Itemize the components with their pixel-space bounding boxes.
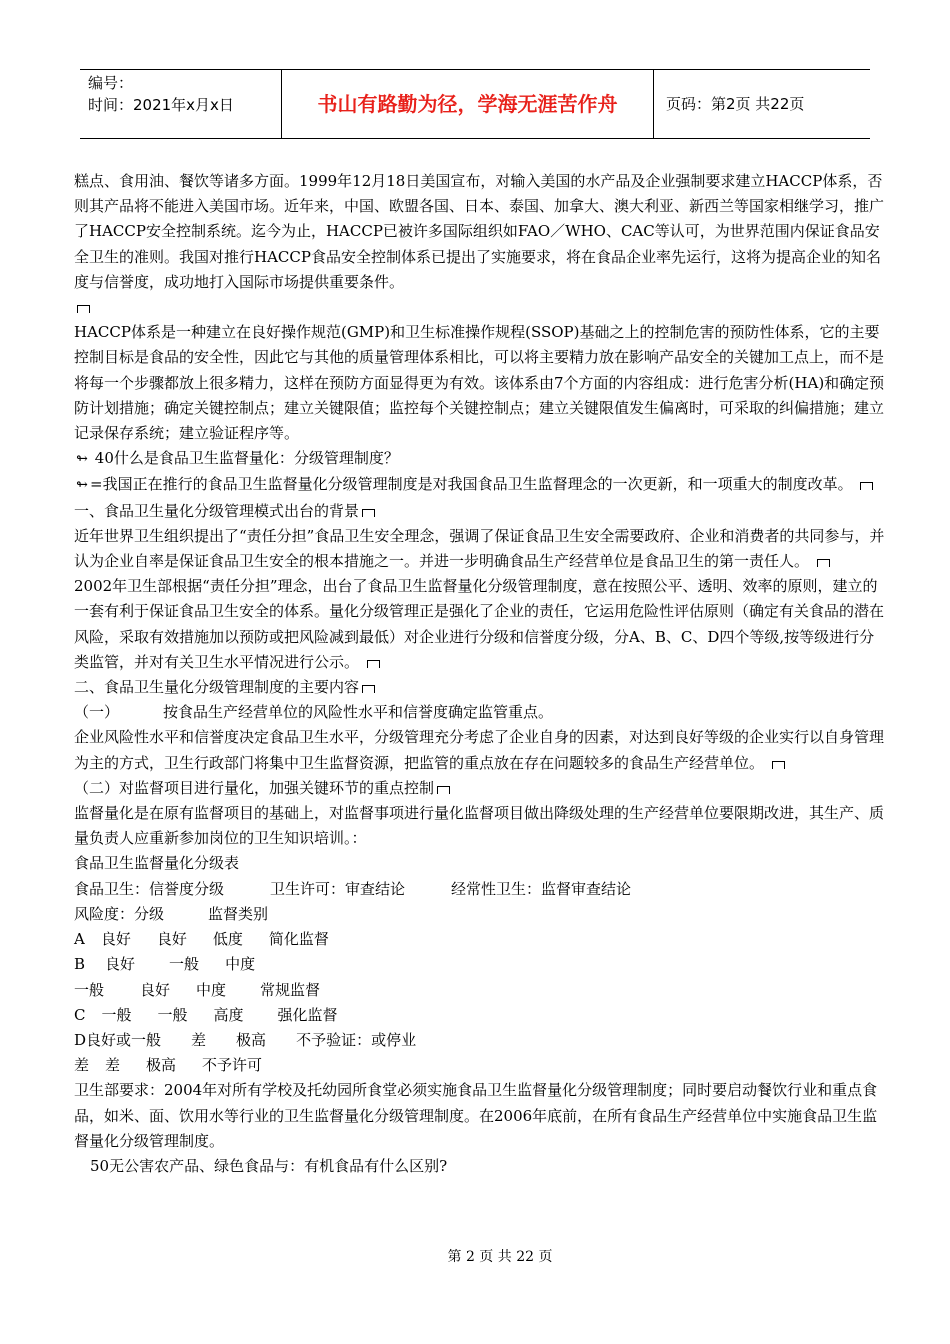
paragraph: 监督量化是在原有监督项目的基础上，对监督事项进行量化监督项目做出降级处理的生产经营单位要限期改进，其生产、质量负责人应重新参加岗位的卫生知识培训。： xyxy=(74,804,885,848)
table-line: B 良好 一般 中度 xyxy=(74,955,256,974)
paragraph-mark xyxy=(437,786,450,794)
paragraph: 卫生部要求：2004年对所有学校及托幼园所食堂必须实施食品卫生监督量化分级管理制度；同时要启动餐饮行业和重点食品，如米、面、饮用水等行业的卫生监督量化分级管理制度。在2006年底前，在所有食品生产经营单位中实施食品卫生监督量化分级管理制度。 xyxy=(74,1081,878,1150)
paragraph: 近年世界卫生组织提出了“责任分担”食品卫生安全理念，强调了保证食品卫生安全需要政府、企业和消费者的共同参与，并认为企业自率是保证食品卫生安全的根本措施之一。并进一步明确食品生产经营单位是食品卫生的第一责任人。 xyxy=(74,526,885,571)
page-footer: 第 2 页 共 22 页 xyxy=(447,1249,553,1265)
header-time: 时间：2021年x月x日 xyxy=(88,96,234,114)
paragraph: 糕点、食用油、餐饮等诸多方面。1999年12月18日美国宣布，对输入美国的水产品及企业强制要求建立HACCP体系，否则其产品将不能进入美国市场。近年来，中国、欧盟各国、日本、泰国、加拿大、澳大利亚、新西兰等国家相继学习，推广了HACCP安全控制系统。迄今为止，HACCP已被许多国际组织如FAO／WHO、CAC等认可，为世界范围内保证食品安全卫生的准则。我国对推行HACCP食品安全控制体系已提出了实施要求，将在食品企业率先运行，这将为提高企业的知名度与信誉度，成功地打入国际市场提供重要条件。 xyxy=(74,172,885,291)
header-page: 页码：第2页 共22页 xyxy=(666,95,805,113)
header-motto: 书山有路勤为径，学海无涯苦作舟 xyxy=(282,70,654,138)
table-line: 风险度：分级 监督类别 xyxy=(74,904,269,923)
table-line: 差 差 极高 不予许可 xyxy=(74,1056,263,1075)
paragraph-mark xyxy=(367,660,380,668)
header-number: 编号： xyxy=(88,74,134,92)
question-heading: ↬ 40什么是食品卫生监督量化：分级管理制度？ xyxy=(74,446,886,472)
table-line: 食品卫生：信誉度分级 卫生许可：审查结论 经常性卫生：监督审查结论 xyxy=(74,879,632,898)
paragraph-mark xyxy=(772,761,785,769)
table-line: C 一般 一般 高度 强化监督 xyxy=(74,1005,338,1024)
paragraph: 2002年卫生部根据“责任分担”理念，出台了食品卫生监督量化分级管理制度，意在按照公平、透明、效率的原则，建立的一套有利于保证食品卫生安全的体系。量化分级管理正是强化了企业的责任，它运用危险性评估原则（确定有关食品的潜在风险，采取有效措施加以预防或把风险减到最低）对企业进行分级和信誉度分级，分A、B、C、D四个等级,按等级进行分类监管，并对有关卫生水平情况进行公示。 xyxy=(74,577,885,671)
section-heading: 二、食品卫生量化分级管理制度的主要内容 xyxy=(74,675,886,700)
table-line: 一般 良好 中度 常规监督 xyxy=(74,980,321,999)
paragraph-mark xyxy=(362,685,375,693)
table-line: D良好或一般 差 极高 不予验证：或停业 xyxy=(74,1030,417,1049)
header-meta xyxy=(80,70,282,138)
document-body xyxy=(74,169,886,1179)
table-line: A 良好 良好 低度 简化监督 xyxy=(74,930,329,949)
subsection-heading: （二）对监督项目进行量化，加强关键环节的重点控制 xyxy=(74,776,886,801)
paragraph: 企业风险性水平和信誉度决定食品卫生水平，分级管理充分考虑了企业自身的因素，对达到良好等级的企业实行以自身管理为主的方式，卫生行政部门将集中卫生监督资源，把监管的重点放在存在问题较多的食品生产经营单位。 xyxy=(74,728,885,772)
document-header xyxy=(80,69,870,139)
paragraph-mark xyxy=(817,559,830,567)
table-title: 食品卫生监督量化分级表 xyxy=(74,854,240,873)
paragraph-mark xyxy=(77,305,90,313)
bullet-icon: ↬ xyxy=(76,477,88,494)
paragraph-mark xyxy=(860,482,873,490)
paragraph: ↬ =我国正在推行的食品卫生监督量化分级管理制度是对我国食品卫生监督理念的一次更新，和一项重大的制度改革。 xyxy=(74,472,886,498)
question-heading: 50无公害农产品、绿色食品与：有机食品有什么区别? xyxy=(90,1156,448,1175)
section-heading: 一、食品卫生量化分级管理模式出台的背景 xyxy=(74,499,886,524)
paragraph-mark xyxy=(362,509,375,517)
paragraph-break xyxy=(74,295,886,320)
subsection-heading: （一） 按食品生产经营单位的风险性水平和信誉度确定监管重点。 xyxy=(74,703,554,722)
bullet-icon: ↬ xyxy=(76,451,88,468)
paragraph: HACCP体系是一种建立在良好操作规范(GMP)和卫生标准操作规程(SSOP)基础之上的控制危害的预防性体系，它的主要控制目标是食品的安全性，因此它与其他的质量管理体系相比，可以将主要精力放在影响产品安全的关键加工点上，而不是将每一个步骤都放上很多精力，这样在预防方面显得更为有效。该体系由7个方面的内容组成：进行危害分析(HA)和确定预防计划措施；确定关键控制点；建立关键限值；监控每个关键控制点；建立关键限值发生偏离时，可采取的纠偏措施；建立记录保存系统；建立验证程序等。 xyxy=(74,323,885,443)
